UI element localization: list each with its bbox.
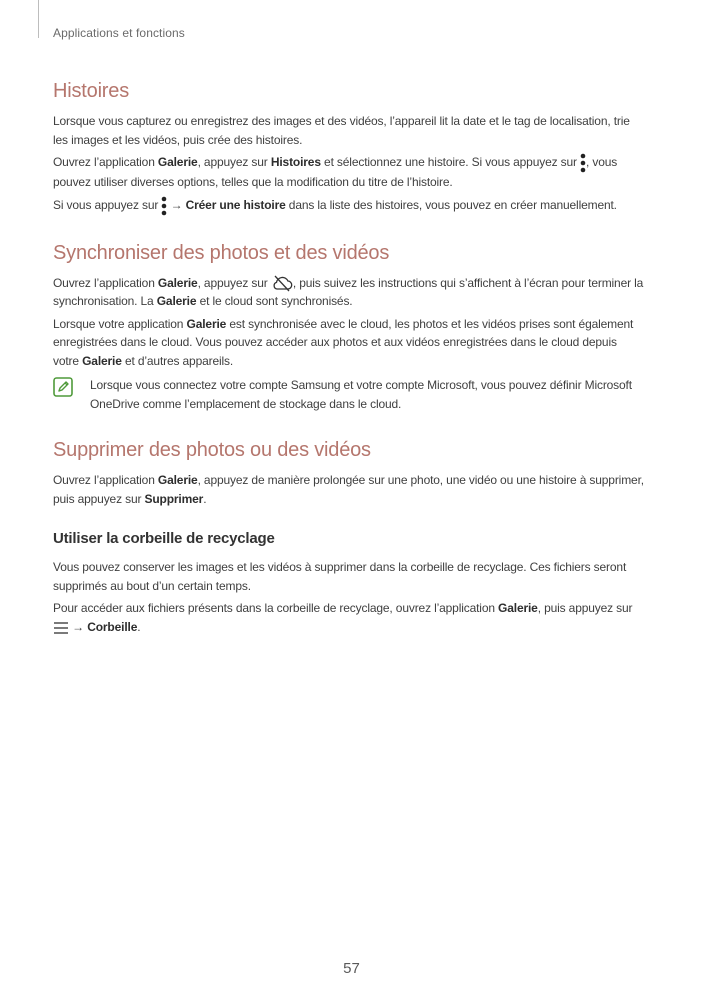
running-header: Applications et fonctions xyxy=(53,26,185,40)
paragraph: Ouvrez l’application Galerie, appuyez de manière prolongée sur une photo, une vidéo ou une histoire à supprimer, puis appuyez sur Supprimer. xyxy=(53,473,644,506)
subsection-title: Utiliser la corbeille de recyclage xyxy=(53,530,275,548)
ui-term: Galerie xyxy=(156,294,197,309)
paragraph: Ouvrez l’application Galerie, appuyez sur , puis suivez les instructions qui s’affichent à l’écran pour terminer la synchronisation. La Galerie et le cloud sont synchronisés. xyxy=(53,275,644,309)
page-content xyxy=(53,80,645,662)
section-title-sync: Synchroniser des photos et des vidéos xyxy=(53,241,390,264)
note-text: Lorsque vous connectez votre compte Samsung et votre compte Microsoft, vous pouvez définir Microsoft OneDrive comme l’emplacement de stockage dans le cloud. xyxy=(90,378,632,411)
paragraph: Vous pouvez conserver les images et les vidéos à supprimer dans la corbeille de recyclage. Ces fichiers seront supprimés au bout d’un certain temps. xyxy=(53,560,627,593)
page-number: 57 xyxy=(343,960,360,977)
section-histoires xyxy=(53,80,645,216)
header-divider xyxy=(38,0,39,38)
ui-term: Créer une histoire xyxy=(185,197,286,212)
hamburger-menu-icon xyxy=(53,621,69,635)
section-delete xyxy=(53,439,645,636)
paragraph: Ouvrez l’application Galerie, appuyez sur Histoires et sélectionnez une histoire. Si vous appuyez sur , vous pouvez utiliser diverses options, telles que la modification du titre de l’histoire. xyxy=(53,153,645,192)
note-icon xyxy=(53,377,73,397)
ui-term: Galerie xyxy=(498,601,538,616)
paragraph: Lorsque vous capturez ou enregistrez des images et des vidéos, l’appareil lit la date et le tag de localisation, trie les images et les vidéos, puis crée des histoires. xyxy=(53,114,630,147)
note-block xyxy=(53,376,645,413)
ui-term: Supprimer xyxy=(144,491,204,506)
subsection-recycle-bin xyxy=(53,530,645,636)
cloud-sync-icon xyxy=(271,274,293,292)
paragraph: Si vous appuyez sur → Créer une histoire dans la liste des histoires, vous pouvez en créer manuellement. xyxy=(53,196,645,216)
ui-term: Histoires xyxy=(270,155,321,170)
ui-term: Galerie xyxy=(82,353,122,368)
section-title-delete: Supprimer des photos ou des vidéos xyxy=(53,439,371,462)
paragraph: Pour accéder aux fichiers présents dans la corbeille de recyclage, ouvrez l’application Galerie, puis appuyez sur → Corbeille. xyxy=(53,601,633,634)
ui-term: Corbeille xyxy=(87,619,138,634)
section-title-histoires: Histoires xyxy=(53,80,129,102)
ui-term: Galerie xyxy=(186,316,227,331)
paragraph: Lorsque votre application Galerie est synchronisée avec le cloud, les photos et les vidéos prises sont également enregistrées dans le cloud. Vous pouvez accéder aux photos et aux vidéos enregistrées dans le cloud depuis votre Galerie et d’autres appareils. xyxy=(53,316,634,368)
ui-term: Galerie xyxy=(157,275,198,290)
section-sync xyxy=(53,242,645,414)
ui-term: Galerie xyxy=(157,155,198,170)
ui-term: Galerie xyxy=(157,473,198,488)
